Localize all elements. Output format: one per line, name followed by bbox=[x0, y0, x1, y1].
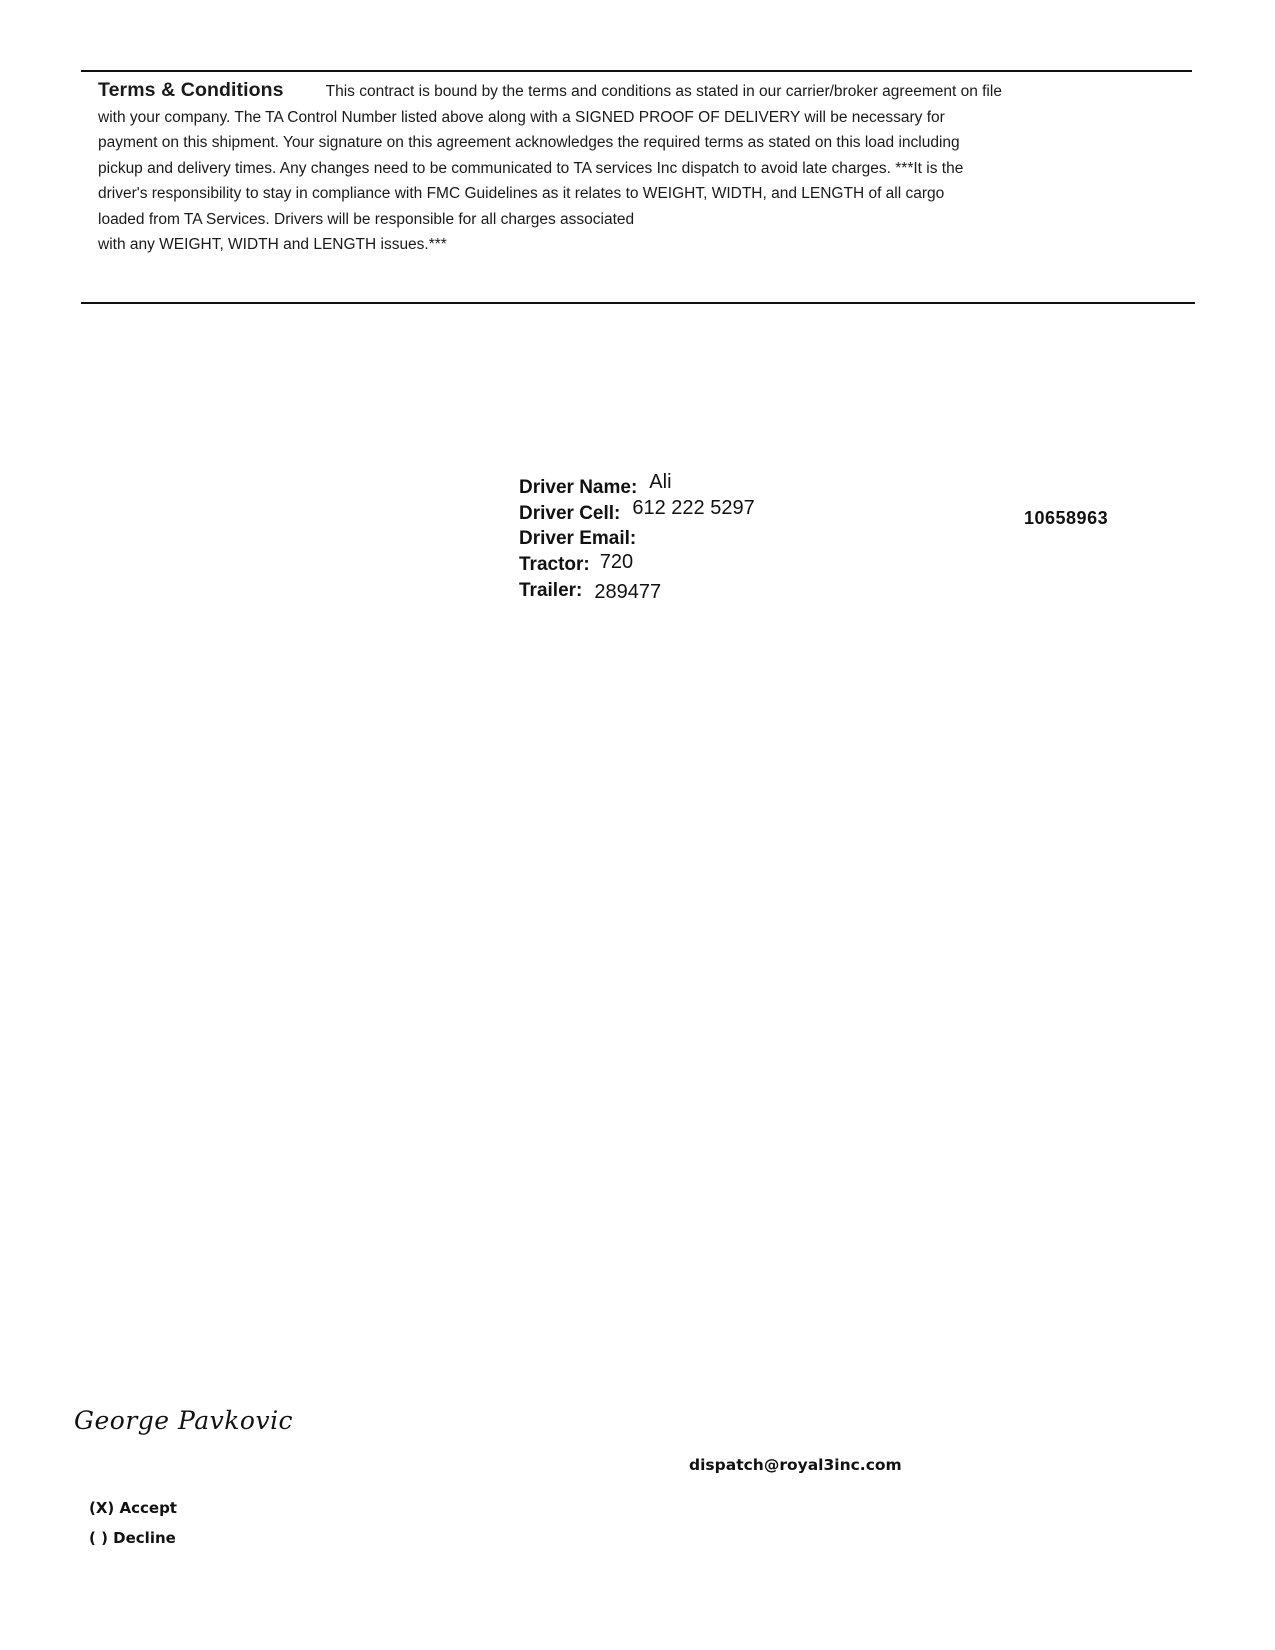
driver-name-value: Ali bbox=[649, 471, 672, 493]
driver-email-row bbox=[519, 527, 755, 553]
trailer-value: 289477 bbox=[594, 580, 662, 603]
driver-cell-label: Driver Cell: bbox=[519, 502, 621, 524]
terms-line-3: payment on this shipment. Your signature on this agreement acknowledges the required terms as stated on this load including bbox=[98, 134, 960, 151]
driver-email-label: Driver Email: bbox=[519, 528, 637, 550]
terms-line-1: Terms & Conditions This contract is bound by the terms and conditions as stated in our carrier/broker agreement on file bbox=[98, 79, 1002, 101]
accept-option[interactable]: (X) Accept bbox=[89, 1499, 177, 1517]
terms-line-7: with any WEIGHT, WIDTH and LENGTH issues.*** bbox=[98, 236, 447, 253]
driver-name-label: Driver Name: bbox=[519, 477, 638, 498]
signature: George Pavkovic bbox=[74, 1406, 294, 1435]
terms-line-2: with your company. The TA Control Number listed above along with a SIGNED PROOF OF DELIVERY will be necessary for bbox=[98, 108, 945, 126]
driver-info bbox=[519, 471, 755, 604]
tractor-row bbox=[519, 553, 755, 579]
decline-option[interactable]: ( ) Decline bbox=[89, 1529, 176, 1547]
accept-decline-options bbox=[89, 1497, 177, 1557]
trailer-label: Trailer: bbox=[519, 579, 583, 601]
top-divider bbox=[81, 70, 1192, 72]
trailer-row bbox=[519, 579, 755, 605]
driver-cell-value: 612 222 5297 bbox=[632, 496, 755, 519]
dispatch-email: dispatch@royal3inc.com bbox=[689, 1456, 902, 1474]
tractor-label: Tractor: bbox=[519, 554, 590, 576]
control-number: 10658963 bbox=[1024, 508, 1109, 528]
terms-heading: Terms & Conditions bbox=[98, 79, 284, 101]
tractor-value: 720 bbox=[599, 551, 634, 574]
terms-and-conditions bbox=[98, 78, 1098, 258]
driver-cell-row bbox=[519, 496, 755, 528]
bottom-divider bbox=[81, 302, 1195, 304]
terms-line-6: loaded from TA Services. Drivers will be responsible for all charges associated bbox=[98, 210, 635, 228]
terms-line-5: driver's responsibility to stay in compliance with FMC Guidelines as it relates to WEIGHT, WIDTH, and LENGTH of all cargo bbox=[98, 185, 945, 202]
terms-line-4: pickup and delivery times. Any changes need to be communicated to TA services Inc dispatch to avoid late charges. ***It is the bbox=[98, 159, 964, 177]
